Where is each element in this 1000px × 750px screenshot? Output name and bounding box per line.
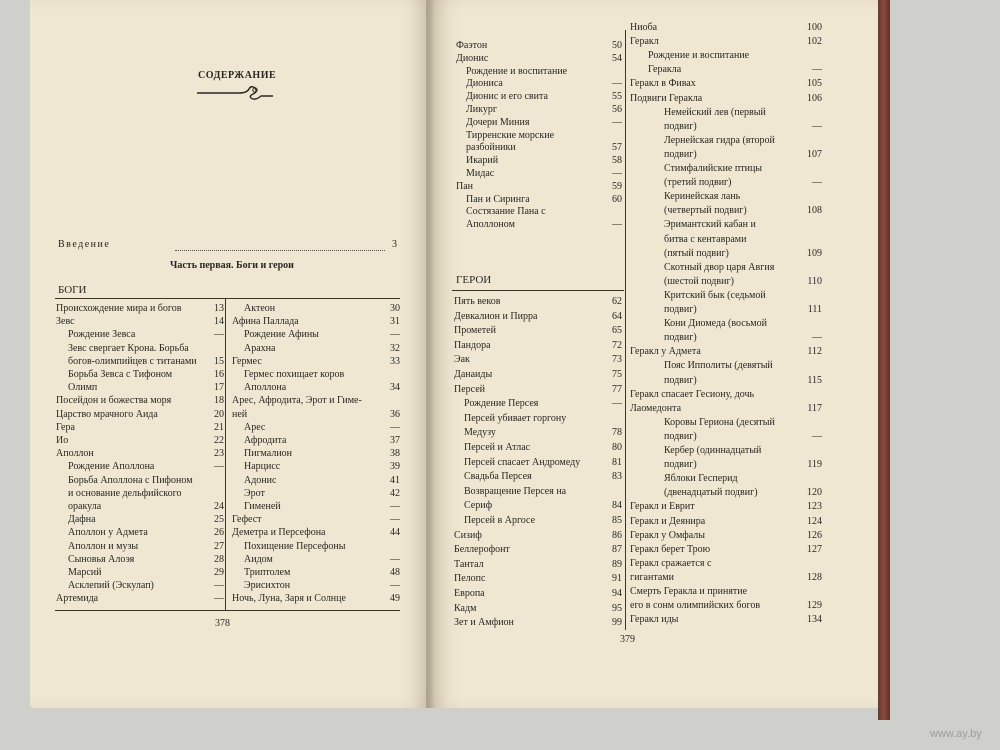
toc-entry-label: (шестой подвиг) (664, 275, 734, 287)
toc-entry-label: Коровы Гериона (десятый (664, 416, 775, 428)
toc-entry-label: Аполлон (56, 448, 94, 460)
toc-entry-label: Геракл и Деянира (630, 515, 706, 527)
toc-entry-label: Ио (56, 435, 69, 446)
toc-entry-page: 110 (807, 275, 822, 287)
toc-entry-page: 65 (612, 325, 622, 337)
toc-entry-page: — (612, 116, 622, 128)
toc-entry-label: Геракл берет Трою (630, 543, 711, 555)
right-column-divider (625, 30, 626, 630)
toc-entry-page: 57 (612, 142, 622, 154)
toc-entry-page: 16 (214, 369, 224, 380)
toc-entry-label: Свадьба Персея (464, 471, 532, 483)
toc-entry-label: Девкалион и Пирра (454, 310, 538, 322)
toc-entry-label: разбойники (466, 142, 516, 154)
toc-entry-label: Персей в Аргосе (464, 515, 536, 526)
toc-entry-page: — (812, 430, 822, 442)
toc-entry-page: 59 (612, 180, 622, 192)
toc-entry-page: 127 (807, 543, 822, 555)
toc-entry-page: 33 (390, 355, 400, 367)
toc-entry-page: 49 (390, 593, 400, 605)
toc-entry-label: Критский бык (седьмой (664, 289, 766, 301)
toc-entry-page: — (214, 461, 224, 473)
toc-entry-page: 111 (807, 304, 822, 315)
toc-entry-page: — (214, 593, 224, 605)
toc-entry-label: подвиг) (664, 304, 697, 315)
toc-entry-label: Скотный двор царя Авгия (664, 261, 775, 273)
toc-entry-page: — (390, 553, 400, 565)
toc-entry-page: 95 (612, 602, 622, 614)
toc-entry-label: Деметра и Персефона (232, 527, 326, 539)
toc-entry-page: — (390, 501, 400, 512)
toc-entry-label: Сериф (464, 500, 493, 512)
toc-entry-page: 89 (612, 558, 622, 570)
toc-entry-page: 31 (390, 316, 400, 328)
toc-entry-page: 120 (807, 487, 822, 499)
toc-entry-label: Данаиды (454, 369, 493, 380)
toc-entry-label: Кадм (454, 602, 477, 614)
toc-entry-label: Немейский лев (первый (664, 106, 766, 118)
toc-entry-page: — (390, 514, 400, 526)
section-rule (55, 298, 400, 299)
toc-entry-page: — (812, 64, 822, 76)
toc-entry-label: Асклепий (Эскулап) (68, 580, 154, 592)
book-spine (878, 0, 890, 720)
toc-entry-page: 41 (390, 474, 400, 486)
toc-entry-label: Нарцисс (244, 461, 281, 473)
toc-entry-page: 21 (214, 421, 224, 433)
toc-entry-label: Арахна (244, 342, 276, 354)
heroes-rule (452, 290, 624, 291)
toc-entry-label: Сизиф (454, 529, 482, 541)
toc-entry-page: 78 (612, 427, 622, 439)
ornament-icon (195, 84, 275, 102)
toc-entry-page: 64 (612, 310, 622, 322)
toc-entry-label: Олимп (68, 382, 98, 394)
toc-entry-page: 124 (807, 515, 822, 527)
toc-entry-page: 54 (612, 52, 622, 64)
toc-entry-label: Борьба Зевса с Тифоном (68, 369, 173, 380)
toc-entry-label: богов-олимпийцев с титанами (68, 355, 197, 367)
toc-entry-page: — (812, 332, 822, 344)
toc-entry-page: 55 (612, 91, 622, 103)
toc-entry-label: Афина Паллада (232, 316, 299, 328)
toc-entry-page: 94 (612, 588, 622, 599)
toc-entry-label: Ликург (466, 104, 497, 115)
toc-entry-label: Кербер (одиннадцатый (664, 445, 762, 456)
toc-entry-label: Смерть Геракла и принятие (630, 586, 748, 597)
toc-entry-page: 128 (807, 571, 822, 583)
section-heroes: ГЕРОИ (456, 274, 492, 286)
toc-entry-page: 25 (214, 514, 224, 526)
toc-entry-page: — (812, 120, 822, 132)
toc-entry-label: Состязание Пана с (466, 206, 546, 218)
toc-entry-label: Пояс Ипполиты (девятый (664, 360, 773, 372)
toc-entry-label: Прометей (454, 325, 496, 337)
toc-entry-page: 50 (612, 40, 622, 51)
toc-entry-label: Пелопс (454, 573, 486, 585)
book-gutter (426, 0, 434, 708)
column-divider (225, 298, 226, 610)
toc-entry-page: 84 (612, 500, 622, 512)
toc-entry-label: подвиг) (664, 430, 697, 442)
toc-entry-label: Европа (454, 588, 485, 599)
toc-entry-page: 87 (612, 544, 622, 556)
toc-entry-label: Зевс (56, 316, 75, 328)
toc-entry-page: 62 (612, 296, 622, 307)
toc-entry-label: Сыновья Алоэя (68, 553, 135, 565)
intro-page: 3 (392, 239, 397, 250)
toc-entry-label: Гименей (244, 501, 281, 512)
toc-entry-label: Марсий (68, 567, 102, 578)
toc-entry-label: Медузу (464, 427, 496, 439)
toc-entry-label: (пятый подвиг) (664, 247, 729, 259)
toc-entry-label: Персей и Атлас (464, 442, 531, 453)
toc-entry-label: и основание дельфийского (68, 487, 182, 499)
toc-entry-page: — (390, 329, 400, 341)
toc-entry-label: Эрот (244, 487, 265, 499)
contents-heading: СОДЕРЖАНИЕ (198, 70, 277, 81)
toc-entry-label: Геракла (648, 64, 682, 76)
toc-entry-label: Арес, Афродита, Эрот и Гиме- (232, 395, 362, 407)
toc-entry-page: 86 (612, 529, 622, 541)
toc-entry-label: Дочери Миния (466, 116, 530, 128)
toc-entry-label: ней (232, 408, 248, 420)
toc-entry-page: 60 (612, 193, 622, 205)
toc-entry-label: Пан (456, 180, 474, 192)
toc-entry-label: Арес (244, 421, 266, 433)
toc-entry-page: — (390, 421, 400, 433)
toc-entry-label: (двенадцатый подвиг) (664, 487, 758, 499)
toc-entry-page: 32 (390, 342, 400, 354)
toc-entry-label: Персей убивает горгону (464, 412, 567, 424)
intro-label: Введение (58, 239, 111, 250)
toc-entry-label: Лаомедонта (630, 402, 682, 414)
toc-entry-label: (четвертый подвиг) (664, 205, 747, 217)
toc-entry-label: его в сонм олимпийских богов (630, 600, 761, 612)
page-number-right: 379 (620, 634, 635, 645)
toc-entry-page: 72 (612, 339, 622, 351)
toc-entry-label: Гера (56, 421, 75, 433)
toc-entry-page: 81 (612, 456, 622, 468)
toc-entry-label: Геракл иды (630, 614, 679, 626)
toc-entry-page: 22 (214, 435, 224, 446)
toc-entry-label: Стимфалийские птицы (664, 163, 763, 174)
toc-entry-page: 44 (390, 527, 400, 539)
section-gods: БОГИ (58, 284, 87, 296)
toc-entry-label: Посейдон и божества моря (56, 395, 172, 407)
toc-entry-label: Актеон (244, 303, 276, 314)
intro-dots (175, 242, 385, 251)
toc-entry-page: — (612, 78, 622, 90)
toc-entry-label: Ниоба (630, 22, 658, 33)
toc-entry-label: подвиг) (664, 332, 697, 344)
toc-entry-page: 75 (612, 369, 622, 380)
toc-entry-page: 77 (612, 383, 622, 395)
toc-entry-label: Ночь, Луна, Заря и Солнце (232, 593, 346, 605)
toc-entry-label: Триптолем (244, 567, 291, 578)
toc-entry-label: Лернейская гидра (второй (664, 134, 775, 146)
toc-entry-page: 85 (612, 515, 622, 526)
toc-entry-label: Тантал (454, 558, 484, 570)
toc-entry-page: 80 (612, 442, 622, 453)
toc-entry-page: — (390, 580, 400, 592)
toc-entry-page: — (612, 398, 622, 410)
toc-entry-page: 26 (214, 527, 224, 539)
toc-entry-page: 109 (807, 247, 822, 259)
toc-entry-label: Геракл у Омфалы (630, 529, 706, 541)
toc-entry-page: 42 (390, 487, 400, 499)
toc-entry-label: Геракл у Адмета (630, 346, 701, 358)
toc-entry-page: 106 (807, 92, 822, 104)
toc-entry-label: Аполлона (244, 382, 287, 394)
toc-entry-label: Пандора (454, 339, 491, 351)
toc-entry-label: Дионис (456, 52, 489, 64)
toc-entry-page: 102 (807, 36, 822, 48)
toc-entry-label: Аполлоном (466, 219, 515, 231)
toc-entry-label: Рождение Зевса (68, 329, 136, 341)
toc-entry-label: Пан и Сиринга (466, 193, 530, 205)
toc-entry-page: 107 (807, 148, 822, 160)
toc-entry-page: — (214, 329, 224, 341)
toc-entry-label: Пигмалион (244, 448, 293, 460)
toc-entry-label: Мидас (466, 168, 495, 179)
toc-entry-label: Беллерофонт (454, 544, 510, 556)
toc-entry-page: 105 (807, 78, 822, 90)
toc-entry-label: Керинейская лань (664, 191, 741, 203)
toc-entry-label: Афродита (244, 435, 287, 446)
toc-entry-label: подвиг) (664, 120, 697, 132)
toc-entry-page: 123 (807, 501, 822, 513)
toc-entry-page: — (214, 580, 224, 592)
toc-entry-label: Аполлон и музы (68, 540, 139, 552)
toc-entry-label: битва с кентаврами (664, 233, 747, 245)
toc-entry-page: 117 (807, 402, 822, 414)
toc-entry-label: Дионис и его свита (466, 91, 548, 103)
toc-entry-label: подвиг) (664, 374, 697, 386)
toc-entry-label: Персей спасает Андромеду (464, 456, 581, 468)
toc-entry-label: Геракл в Фивах (630, 78, 696, 90)
toc-entry-label: Рождение Персея (464, 398, 539, 410)
toc-entry-label: Зевс свергает Крона. Борьба (68, 342, 189, 354)
toc-entry-page: 37 (390, 435, 400, 446)
toc-entry-label: Икарий (466, 155, 499, 167)
toc-entry-page: 18 (214, 395, 224, 407)
toc-entry-page: 99 (612, 617, 622, 629)
toc-entry-label: Подвиги Геракла (630, 92, 703, 104)
toc-entry-page: 112 (807, 346, 822, 358)
toc-entry-page: 134 (807, 614, 822, 626)
toc-entry-page: 129 (807, 600, 822, 612)
toc-entry-page: 29 (214, 567, 224, 578)
toc-entry-page: 58 (612, 155, 622, 167)
toc-entry-page: 39 (390, 461, 400, 473)
toc-entry-label: Кони Диомеда (восьмой (664, 318, 767, 330)
toc-entry-page: 13 (214, 303, 224, 314)
toc-entry-page: — (612, 168, 622, 179)
toc-entry-label: Гермес (232, 355, 262, 367)
toc-entry-page: 30 (390, 303, 400, 314)
toc-entry-label: Гермес похищает коров (244, 369, 345, 380)
toc-entry-page: 83 (612, 471, 622, 483)
toc-entry-label: гигантами (630, 571, 674, 583)
toc-entry-page: 126 (807, 529, 822, 541)
toc-entry-label: Эрисихтон (244, 580, 291, 592)
toc-entry-label: Борьба Аполлона с Пифоном (68, 474, 193, 486)
toc-entry-label: Царство мрачного Аида (56, 408, 158, 420)
toc-entry-label: Рождение и воспитание (466, 65, 568, 77)
toc-entry-label: Артемида (56, 593, 99, 605)
toc-entry-label: (третий подвиг) (664, 177, 732, 189)
toc-entry-page: 38 (390, 448, 400, 460)
toc-entry-page: 73 (612, 354, 622, 366)
toc-entry-label: Зет и Амфион (454, 617, 514, 629)
toc-entry-page: — (812, 177, 822, 189)
toc-entry-label: Диониса (466, 78, 503, 90)
toc-entry-page: 24 (214, 501, 224, 512)
toc-entry-label: Гефест (232, 514, 262, 526)
toc-entry-page: 17 (214, 382, 224, 394)
toc-entry-page: 100 (807, 22, 822, 33)
toc-entry-label: Рождение Аполлона (68, 461, 155, 473)
toc-entry-page: 15 (214, 355, 224, 367)
part-title: Часть первая. Боги и герои (170, 260, 294, 271)
toc-entry-page: 108 (807, 205, 822, 217)
toc-entry-label: Рождение и воспитание (648, 50, 750, 62)
toc-entry-label: Тирренские морские (466, 129, 555, 141)
page-number-left: 378 (215, 618, 230, 629)
toc-entry-page: 23 (214, 448, 224, 460)
toc-entry-page: 36 (390, 408, 400, 420)
toc-entry-label: подвиг) (664, 459, 697, 471)
toc-entry-label: Эримантский кабан и (664, 219, 756, 231)
toc-entry-label: Геракл сражается с (630, 557, 712, 569)
toc-entry-page: 56 (612, 104, 622, 115)
toc-entry-page: 28 (214, 553, 224, 565)
toc-entry-page: 119 (807, 459, 822, 471)
toc-entry-label: Аидом (244, 553, 273, 565)
toc-entry-label: Аполлон у Адмета (68, 527, 148, 539)
toc-entry-label: Яблоки Гесперид (664, 473, 738, 485)
watermark: www.ay.by (930, 728, 982, 740)
toc-entry-label: оракула (68, 501, 102, 512)
toc-entry-label: Геракл (630, 36, 659, 48)
toc-entry-label: Происхождение мира и богов (56, 303, 182, 314)
toc-entry-page: 20 (214, 408, 224, 420)
toc-entry-label: Фаэтон (456, 40, 488, 51)
toc-entry-label: подвиг) (664, 148, 697, 160)
toc-entry-page: 91 (612, 573, 622, 585)
toc-entry-label: Персей (454, 383, 486, 395)
toc-entry-label: Дафна (68, 514, 96, 526)
toc-entry-label: Возвращение Персея на (464, 485, 567, 497)
toc-entry-label: Адонис (244, 474, 277, 486)
toc-entry-page: 34 (390, 382, 400, 394)
toc-entry-page: — (612, 219, 622, 231)
toc-entry-label: Эак (454, 354, 470, 366)
toc-entry-page: 48 (390, 567, 400, 578)
toc-entry-label: Геракл спасает Гесиону, дочь (630, 388, 755, 400)
toc-entry-page: 115 (807, 374, 822, 386)
toc-entry-label: Рождение Афины (244, 329, 319, 341)
bottom-rule (55, 610, 400, 611)
toc-entry-page: 27 (214, 540, 224, 552)
toc-entry-page: 14 (214, 316, 224, 328)
toc-entry-label: Пять веков (454, 296, 501, 307)
toc-entry-label: Похищение Персефоны (244, 540, 346, 552)
toc-entry-label: Геракл и Еврит (630, 501, 695, 513)
